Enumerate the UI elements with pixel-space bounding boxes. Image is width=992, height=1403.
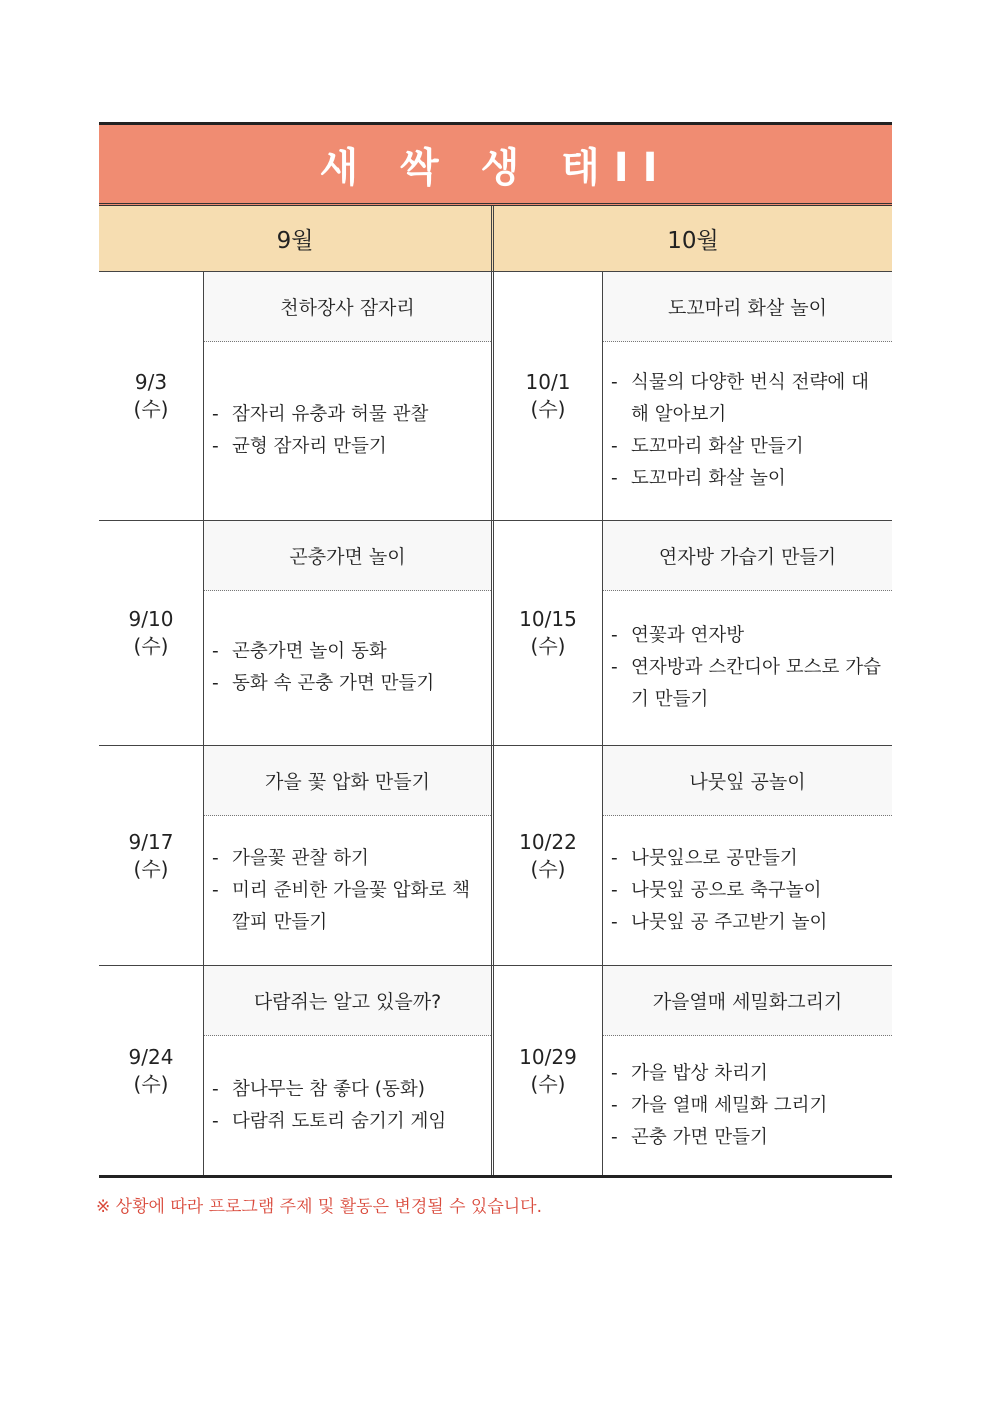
activity-item xyxy=(611,1090,882,1122)
bullet-dash: - xyxy=(611,1126,618,1148)
activity-item xyxy=(611,1058,882,1090)
activity-text: 연꽃과 연자방 xyxy=(631,625,745,646)
session-date: 9/17 xyxy=(128,829,174,854)
session-date-cell xyxy=(99,966,204,1175)
bullet-dash: - xyxy=(611,847,618,869)
schedule-row xyxy=(99,272,892,521)
session-content xyxy=(204,272,491,520)
activity-text: 도꼬마리 화살 만들기 xyxy=(631,436,804,457)
schedule-row xyxy=(99,966,892,1178)
activity-text: 식물의 다양한 번식 전략에 대해 알아보기 xyxy=(631,372,869,425)
activity-list xyxy=(204,342,491,520)
bullet-dash: - xyxy=(212,641,219,662)
session-content xyxy=(204,966,491,1175)
session-weekday: (수) xyxy=(530,856,566,881)
bullet-dash: - xyxy=(611,657,618,678)
activity-text: 참나무는 참 좋다 (동화) xyxy=(232,1078,425,1100)
session-date: 9/3 xyxy=(134,370,168,394)
activity-text: 잠자리 유충과 허물 관찰 xyxy=(232,404,429,425)
activity-item xyxy=(212,843,481,875)
activity-item xyxy=(212,1106,481,1138)
bullet-dash: - xyxy=(212,436,219,457)
bullet-dash: - xyxy=(212,1078,219,1100)
session-topic: 연자방 가습기 만들기 xyxy=(603,521,892,591)
schedule-rows xyxy=(99,272,892,1178)
bullet-dash: - xyxy=(611,1094,618,1116)
bullet-dash: - xyxy=(611,879,618,901)
activity-text: 곤충가면 놀이 동화 xyxy=(232,641,387,662)
schedule-row xyxy=(99,746,892,966)
session-content xyxy=(204,521,491,745)
activity-text: 미리 준비한 가을꽃 압화로 책깔피 만들기 xyxy=(232,879,470,933)
session-date: 10/22 xyxy=(519,829,577,854)
schedule-table xyxy=(99,122,892,1178)
session-weekday: (수) xyxy=(530,634,566,658)
session-date-cell xyxy=(99,746,204,965)
session-date-cell xyxy=(494,966,603,1175)
activity-item xyxy=(212,668,481,700)
session-content xyxy=(603,966,892,1175)
month-october: 10월 xyxy=(667,228,719,254)
activity-item xyxy=(611,431,882,463)
activity-text: 동화 속 곤충 가면 만들기 xyxy=(232,673,435,694)
activity-text: 곤충 가면 만들기 xyxy=(631,1126,768,1148)
session-left xyxy=(99,746,494,965)
bullet-dash: - xyxy=(611,625,618,646)
session-date: 9/24 xyxy=(128,1044,174,1069)
session-date-cell xyxy=(494,521,603,745)
activity-item xyxy=(611,620,882,652)
change-notice: ※ 상황에 따라 프로그램 주제 및 활동은 변경될 수 있습니다. xyxy=(96,1197,542,1217)
activity-text: 균형 잠자리 만들기 xyxy=(232,436,387,457)
activity-item xyxy=(611,907,882,939)
bullet-dash: - xyxy=(212,879,219,901)
session-topic: 천하장사 잠자리 xyxy=(204,272,491,342)
session-right xyxy=(494,272,892,520)
activity-item xyxy=(212,875,481,939)
session-left xyxy=(99,966,494,1175)
activity-item xyxy=(611,463,882,495)
session-left xyxy=(99,272,494,520)
session-weekday: (수) xyxy=(133,397,169,421)
session-date-cell xyxy=(494,746,603,965)
session-topic: 가을열매 세밀화그리기 xyxy=(603,966,892,1036)
session-date: 10/1 xyxy=(525,370,571,394)
bullet-dash: - xyxy=(212,404,219,425)
session-content xyxy=(603,746,892,965)
session-date: 10/29 xyxy=(519,1044,577,1069)
activity-item xyxy=(212,1074,481,1106)
activity-item xyxy=(611,843,882,875)
session-content xyxy=(204,746,491,965)
activity-text: 나뭇잎으로 공만들기 xyxy=(631,847,798,869)
activity-text: 도꼬마리 화살 놀이 xyxy=(631,468,786,489)
activity-text: 나뭇잎 공 주고받기 놀이 xyxy=(631,911,828,933)
activity-list xyxy=(204,816,491,965)
session-topic: 도꼬마리 화살 놀이 xyxy=(603,272,892,342)
program-title: 새 싹 생 태II xyxy=(319,144,672,191)
activity-item xyxy=(212,399,481,431)
session-date: 9/10 xyxy=(128,607,174,631)
session-date-cell xyxy=(494,272,603,520)
activity-item xyxy=(611,875,882,907)
activity-list xyxy=(204,1036,491,1175)
activity-list xyxy=(603,816,892,965)
session-weekday: (수) xyxy=(133,1071,169,1096)
session-date-cell xyxy=(99,272,204,520)
activity-list xyxy=(603,1036,892,1175)
bullet-dash: - xyxy=(611,468,618,489)
activity-list xyxy=(603,591,892,745)
activity-item xyxy=(212,431,481,463)
session-topic: 곤충가면 놀이 xyxy=(204,521,491,591)
activity-item xyxy=(611,367,882,431)
month-header xyxy=(99,206,892,272)
session-right xyxy=(494,521,892,745)
bullet-dash: - xyxy=(212,1110,219,1132)
bullet-dash: - xyxy=(212,847,219,869)
month-september: 9월 xyxy=(99,206,494,271)
session-content xyxy=(603,272,892,520)
session-topic: 가을 꽃 압화 만들기 xyxy=(204,746,491,816)
activity-list xyxy=(603,342,892,520)
bullet-dash: - xyxy=(611,436,618,457)
session-right xyxy=(494,966,892,1175)
activity-text: 가을 밥상 차리기 xyxy=(631,1062,768,1084)
session-weekday: (수) xyxy=(133,634,169,658)
activity-text: 가을꽃 관찰 하기 xyxy=(232,847,369,869)
session-weekday: (수) xyxy=(530,1071,566,1096)
bullet-dash: - xyxy=(611,1062,618,1084)
activity-text: 가을 열매 세밀화 그리기 xyxy=(631,1094,828,1116)
session-content xyxy=(603,521,892,745)
session-right xyxy=(494,746,892,965)
session-weekday: (수) xyxy=(530,397,566,421)
activity-text: 연자방과 스칸디아 모스로 가습기 만들기 xyxy=(631,657,881,710)
session-topic: 나뭇잎 공놀이 xyxy=(603,746,892,816)
session-date: 10/15 xyxy=(519,607,577,631)
session-topic: 다람쥐는 알고 있을까? xyxy=(204,966,491,1036)
session-weekday: (수) xyxy=(133,856,169,881)
schedule-row xyxy=(99,521,892,746)
activity-text: 다람쥐 도토리 숨기기 게임 xyxy=(232,1110,447,1132)
title-banner xyxy=(99,122,892,206)
activity-item xyxy=(611,1122,882,1154)
bullet-dash: - xyxy=(212,673,219,694)
activity-text: 나뭇잎 공으로 축구놀이 xyxy=(631,879,822,901)
bullet-dash: - xyxy=(611,911,618,933)
activity-item xyxy=(611,652,882,716)
session-date-cell xyxy=(99,521,204,745)
bullet-dash: - xyxy=(611,372,618,393)
activity-item xyxy=(212,636,481,668)
session-left xyxy=(99,521,494,745)
activity-list xyxy=(204,591,491,745)
